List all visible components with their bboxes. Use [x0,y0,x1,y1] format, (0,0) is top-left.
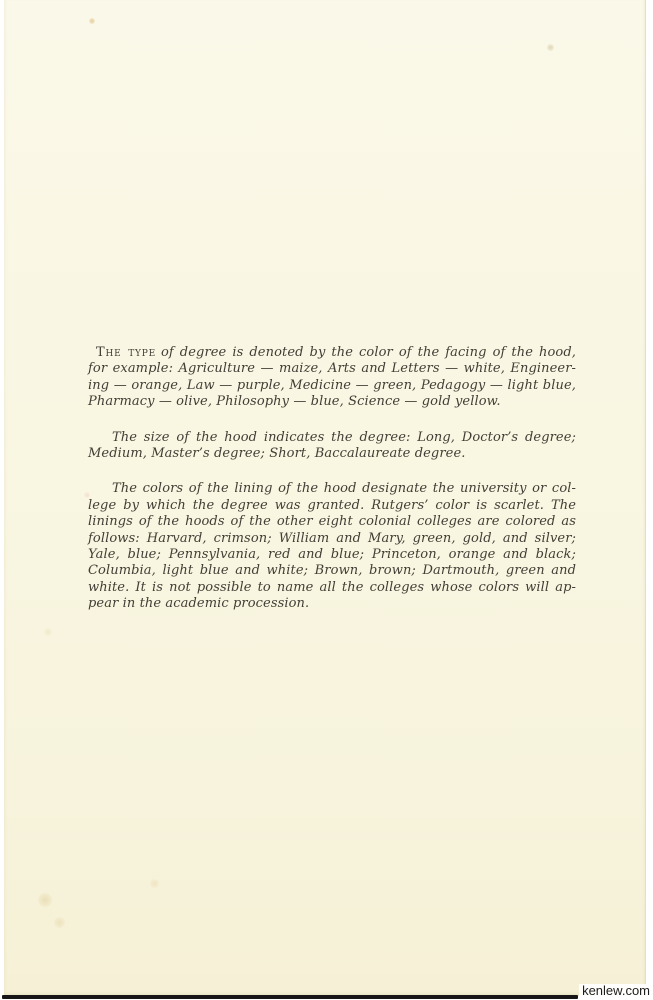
text-line: The size of the hood indicates the degree: Long, Doctor’s degree; [112,429,576,445]
paragraph-degree-type [88,345,576,411]
text-line: Yale, blue; Pennsylvania, red and blue; Princeton, orange and black; [88,547,576,563]
text-line: The colors of the lining of the hood designate the university or col- [112,481,576,497]
watermark: kenlew.com [582,983,650,998]
paragraph-lining-colors [88,481,576,612]
text-line: for example: Agriculture — maize, Arts and Letters — white, Engineer- [88,361,576,377]
smallcaps-lead-in: The type [96,345,156,360]
text-line-content: of degree is denoted by the color of the facing of the hood, [160,345,576,360]
text-line: white. It is not possible to name all the colleges whose colors will ap- [88,579,576,595]
foxing-spot [38,893,52,907]
text-line: follows: Harvard, crimson; William and Mary, green, gold, and silver; [88,530,576,546]
foxing-spot [89,18,95,24]
page-bottom-edge-shadow [2,995,578,999]
text-line: Pharmacy — olive, Philosophy — blue, Science — gold yellow. [88,394,501,410]
paragraph-hood-size [88,430,576,463]
text-line [88,345,576,361]
text-line: Columbia, light blue and white; Brown, brown; Dartmouth, green and [88,563,576,579]
foxing-spot [547,44,554,51]
text-line: lege by which the degree was granted. Rutgers’ color is scarlet. The [88,497,576,513]
page-text-block [88,345,576,613]
foxing-spot [150,879,159,888]
text-line: Medium, Master’s degree; Short, Baccalaureate degree. [88,446,466,462]
text-line: linings of the hoods of the other eight colonial colleges are colored as [88,514,576,530]
text-line: ing — orange, Law — purple, Medicine — green, Pedagogy — light blue, [88,377,576,393]
text-line: pear in the academic procession. [88,596,310,612]
foxing-spot [54,917,65,928]
foxing-spot [44,628,52,636]
